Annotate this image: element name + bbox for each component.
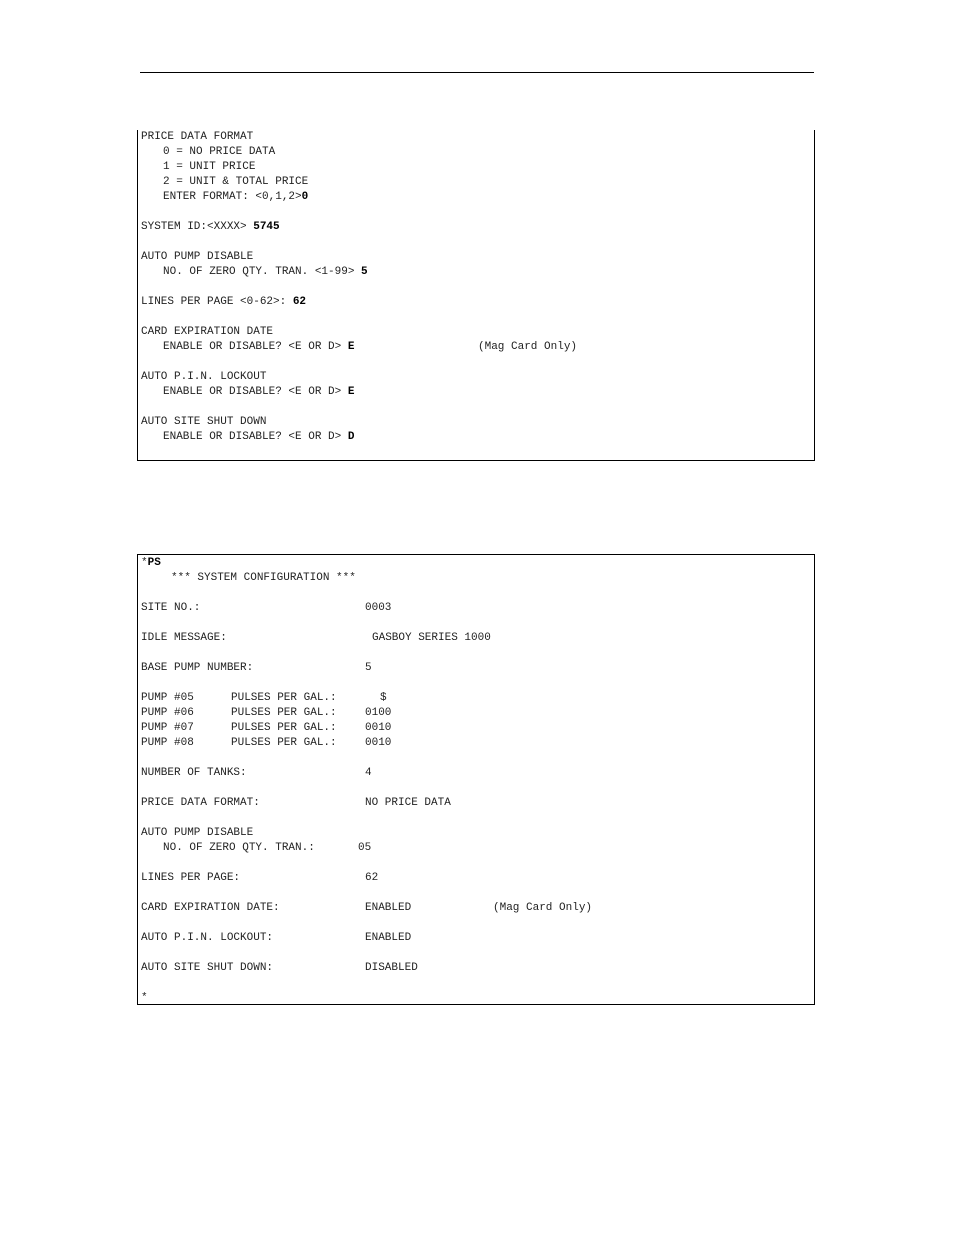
shutdown-value: D — [347, 431, 355, 443]
pin-label: AUTO P.I.N. LOCKOUT: — [141, 932, 274, 944]
pulses-value: 0100 — [365, 707, 392, 719]
tanks-value: 4 — [365, 767, 372, 779]
card-exp-value: E — [347, 341, 355, 353]
zero-qty-line — [163, 265, 368, 280]
site-label: SITE NO.: — [141, 602, 201, 614]
pin-value: E — [347, 386, 355, 398]
zero-qty-value: 5 — [361, 266, 368, 278]
header-rule — [140, 72, 814, 73]
command-text: PS — [147, 557, 161, 569]
shutdown-label: AUTO SITE SHUT DOWN: — [141, 962, 274, 974]
auto-pump-heading: AUTO PUMP DISABLE — [141, 827, 254, 839]
pump-row — [141, 736, 801, 751]
card-exp-prompt: ENABLE OR DISABLE? <E OR D> — [163, 341, 348, 353]
card-exp-heading: CARD EXPIRATION DATE — [141, 326, 274, 338]
report-title: *** SYSTEM CONFIGURATION *** — [171, 572, 356, 584]
zero-qty-row — [141, 841, 801, 856]
system-id-line — [141, 220, 280, 235]
pump-row — [141, 706, 801, 721]
base-pump-value: 5 — [365, 662, 372, 674]
pulses-value: 0010 — [365, 737, 392, 749]
pulses-label: PULSES PER GAL.: — [231, 692, 337, 704]
card-exp-line — [163, 340, 803, 355]
shutdown-line — [163, 430, 354, 445]
pulses-label: PULSES PER GAL.: — [231, 722, 337, 734]
pin-prompt: ENABLE OR DISABLE? <E OR D> — [163, 386, 348, 398]
option-1: 1 = UNIT PRICE — [163, 161, 256, 173]
system-id-value: 5745 — [253, 221, 280, 233]
pump-label: PUMP #07 — [141, 722, 194, 734]
auto-pump-heading: AUTO PUMP DISABLE — [141, 251, 254, 263]
price-value: NO PRICE DATA — [365, 797, 451, 809]
idle-label: IDLE MESSAGE: — [141, 632, 227, 644]
lines-per-page-value: 62 — [292, 296, 307, 308]
enter-format-value: 0 — [301, 191, 309, 203]
card-exp-value: ENABLED — [365, 902, 412, 914]
end-prompt-star: * — [141, 992, 148, 1004]
price-label: PRICE DATA FORMAT: — [141, 797, 260, 809]
card-exp-row — [141, 901, 801, 916]
pump-row — [141, 721, 801, 736]
site-row — [141, 601, 801, 616]
enter-format-line — [163, 190, 308, 205]
shutdown-prompt: ENABLE OR DISABLE? <E OR D> — [163, 431, 348, 443]
zero-qty-label: NO. OF ZERO QTY. TRAN.: — [163, 842, 315, 854]
base-pump-row — [141, 661, 801, 676]
enter-format-prompt: ENTER FORMAT: <0,1,2> — [163, 191, 302, 203]
command-line — [141, 556, 161, 571]
pulses-value: $ — [380, 692, 387, 704]
zero-qty-prompt: NO. OF ZERO QTY. TRAN. <1-99> — [163, 266, 362, 278]
shutdown-row — [141, 961, 801, 976]
tanks-label: NUMBER OF TANKS: — [141, 767, 247, 779]
pulses-label: PULSES PER GAL.: — [231, 737, 337, 749]
pin-heading: AUTO P.I.N. LOCKOUT — [141, 371, 267, 383]
pin-line — [163, 385, 354, 400]
mag-card-note: (Mag Card Only) — [478, 341, 578, 353]
pump-row — [141, 691, 801, 706]
price-row — [141, 796, 801, 811]
pump-label: PUMP #05 — [141, 692, 194, 704]
base-pump-label: BASE PUMP NUMBER: — [141, 662, 254, 674]
pump-label: PUMP #08 — [141, 737, 194, 749]
system-id-prompt: SYSTEM ID:<XXXX> — [141, 221, 254, 233]
pulses-value: 0010 — [365, 722, 392, 734]
option-2: 2 = UNIT & TOTAL PRICE — [163, 176, 309, 188]
price-format-heading: PRICE DATA FORMAT — [141, 131, 254, 143]
site-value: 0003 — [365, 602, 392, 614]
card-exp-label: CARD EXPIRATION DATE: — [141, 902, 280, 914]
mag-card-note: (Mag Card Only) — [493, 902, 593, 914]
pin-value: ENABLED — [365, 932, 412, 944]
command-prompt-star: * — [141, 557, 148, 569]
pump-label: PUMP #06 — [141, 707, 194, 719]
option-0: 0 = NO PRICE DATA — [163, 146, 276, 158]
shutdown-heading: AUTO SITE SHUT DOWN — [141, 416, 267, 428]
pin-row — [141, 931, 801, 946]
lines-label: LINES PER PAGE: — [141, 872, 241, 884]
terminal-screen-config-report — [137, 554, 815, 1005]
pulses-label: PULSES PER GAL.: — [231, 707, 337, 719]
idle-value: GASBOY SERIES 1000 — [372, 632, 491, 644]
idle-row — [141, 631, 801, 646]
lines-per-page-line — [141, 295, 306, 310]
shutdown-value: DISABLED — [365, 962, 418, 974]
terminal-screen-prompts — [137, 130, 815, 461]
lines-row — [141, 871, 801, 886]
zero-qty-value: 05 — [358, 842, 372, 854]
lines-per-page-prompt: LINES PER PAGE <0-62>: — [141, 296, 293, 308]
lines-value: 62 — [365, 872, 379, 884]
tanks-row — [141, 766, 801, 781]
